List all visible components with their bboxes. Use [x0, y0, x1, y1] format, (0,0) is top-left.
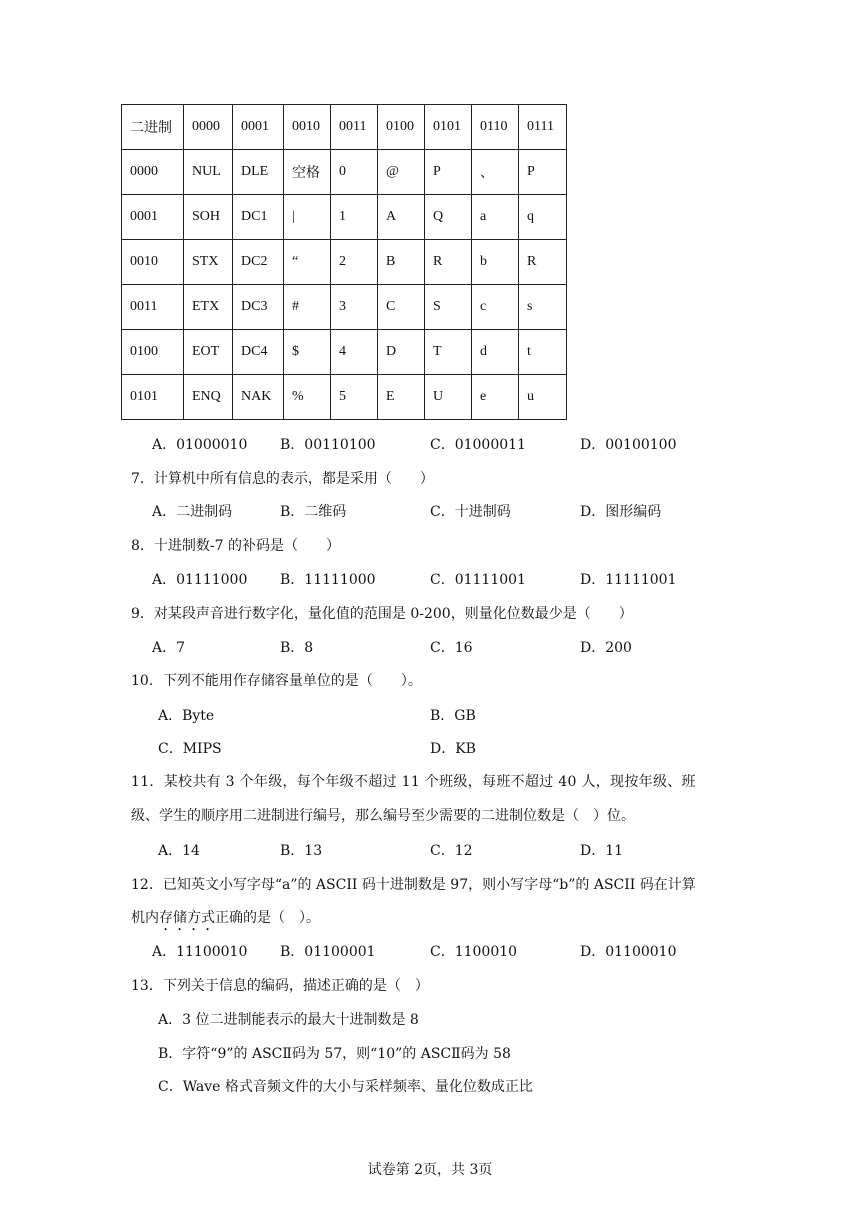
- q12-stem-post: 正确的是（ ）。: [215, 910, 320, 926]
- table-cell: 0000: [184, 105, 233, 150]
- q9-option-c: C．16: [430, 640, 473, 656]
- q7-option-c: C．十进制码: [430, 504, 511, 520]
- table-cell: DC1: [233, 195, 284, 240]
- q7-option-d: D．图形编码: [580, 504, 662, 520]
- table-cell: 0010: [284, 105, 331, 150]
- table-cell: 0001: [233, 105, 284, 150]
- q8-option-a: A．01111000: [152, 572, 248, 588]
- table-cell: u: [519, 375, 567, 420]
- q6-option-d: D．00100100: [580, 437, 677, 453]
- table-row: [122, 375, 567, 420]
- table-cell: DLE: [233, 150, 284, 195]
- table-cell: NAK: [233, 375, 284, 420]
- table-cell: t: [519, 330, 567, 375]
- q10-option-b: B．GB: [430, 708, 476, 724]
- table-cell: 空格: [284, 150, 331, 195]
- table-cell: s: [519, 285, 567, 330]
- table-cell: “: [284, 240, 331, 285]
- q13-option-a: A．3 位二进制能表示的最大十进制数是 8: [158, 1012, 419, 1028]
- table-cell: P: [425, 150, 472, 195]
- table-cell: d: [472, 330, 519, 375]
- table-cell: 2: [331, 240, 378, 285]
- table-cell: a: [472, 195, 519, 240]
- table-cell: 0101: [425, 105, 472, 150]
- table-cell: 0: [331, 150, 378, 195]
- table-cell: 、: [472, 150, 519, 195]
- table-cell: 0110: [472, 105, 519, 150]
- q6-option-a: A．01000010: [152, 437, 248, 453]
- table-row: [122, 195, 567, 240]
- table-row: [122, 150, 567, 195]
- table-cell: D: [378, 330, 425, 375]
- table-cell: DC3: [233, 285, 284, 330]
- table-cell: b: [472, 240, 519, 285]
- q12-stem-emphasis: 存储方式: [159, 910, 215, 926]
- table-cell: 1: [331, 195, 378, 240]
- table-row: [122, 330, 567, 375]
- q9-option-a: A．7: [152, 640, 186, 656]
- table-cell: U: [425, 375, 472, 420]
- ascii-table: [121, 104, 567, 420]
- table-cell: EOT: [184, 330, 233, 375]
- table-cell: NUL: [184, 150, 233, 195]
- q11-option-b: B．13: [280, 843, 323, 859]
- q8-option-c: C．01111001: [430, 572, 526, 588]
- table-cell: #: [284, 285, 331, 330]
- q12-stem-line2: [131, 907, 320, 934]
- q11-option-c: C．12: [430, 843, 473, 859]
- q12-option-c: C．1100010: [430, 944, 518, 960]
- page-footer: 试卷第 2页，共 3页: [367, 1162, 493, 1178]
- table-cell: Q: [425, 195, 472, 240]
- q10-option-a: A．Byte: [158, 708, 215, 724]
- table-cell: 3: [331, 285, 378, 330]
- q6-option-c: C．01000011: [430, 437, 526, 453]
- table-cell: $: [284, 330, 331, 375]
- table-cell: 0100: [378, 105, 425, 150]
- table-cell: ETX: [184, 285, 233, 330]
- table-cell: E: [378, 375, 425, 420]
- table-cell: A: [378, 195, 425, 240]
- table-cell: ENQ: [184, 375, 233, 420]
- table-header-row: [122, 105, 567, 150]
- table-row: [122, 240, 567, 285]
- table-cell: |: [284, 195, 331, 240]
- q7-option-b: B．二维码: [280, 504, 347, 520]
- q12-stem-line1: 12．已知英文小写字母“a”的 ASCII 码十进制数是 97，则小写字母“b”的 ASCII 码在计算: [131, 877, 696, 893]
- q11-option-a: A．14: [158, 843, 200, 859]
- table-cell: 0011: [122, 285, 184, 330]
- q8-option-d: D．11111001: [580, 572, 677, 588]
- table-cell: SOH: [184, 195, 233, 240]
- q8-option-b: B．11111000: [280, 572, 376, 588]
- q7-stem: 7．计算机中所有信息的表示，都是采用（ ）: [131, 471, 434, 487]
- q11-stem-line1: 11．某校共有 3 个年级，每个年级不超过 11 个班级，每班不超过 40 人，现按年级、班: [131, 774, 696, 790]
- table-cell: P: [519, 150, 567, 195]
- table-cell: c: [472, 285, 519, 330]
- table-cell: 0010: [122, 240, 184, 285]
- q9-option-d: D．200: [580, 640, 632, 656]
- table-cell: R: [425, 240, 472, 285]
- table-cell: DC4: [233, 330, 284, 375]
- table-cell: 0111: [519, 105, 567, 150]
- table-cell: T: [425, 330, 472, 375]
- table-cell: q: [519, 195, 567, 240]
- q10-option-d: D．KB: [430, 741, 476, 757]
- table-cell: STX: [184, 240, 233, 285]
- q11-stem-line2: 级、学生的顺序用二进制进行编号，那么编号至少需要的二进制位数是（ ）位。: [131, 808, 635, 824]
- table-cell: C: [378, 285, 425, 330]
- table-cell: %: [284, 375, 331, 420]
- q12-option-d: D．01100010: [580, 944, 677, 960]
- q13-stem: 13．下列关于信息的编码，描述正确的是（ ）: [131, 978, 429, 994]
- q10-option-c: C．MIPS: [158, 741, 222, 757]
- q6-option-b: B．00110100: [280, 437, 376, 453]
- table-cell: 0011: [331, 105, 378, 150]
- table-cell: S: [425, 285, 472, 330]
- q7-option-a: A．二进制码: [152, 504, 233, 520]
- table-cell: e: [472, 375, 519, 420]
- q10-stem: 10．下列不能用作存储容量单位的是（ ）。: [131, 673, 422, 689]
- table-cell: B: [378, 240, 425, 285]
- q8-stem: 8．十进制数-7 的补码是（ ）: [131, 538, 340, 554]
- q9-stem: 9．对某段声音进行数字化，量化值的范围是 0-200，则量化位数最少是（ ）: [131, 606, 633, 622]
- q13-option-b: B．字符“9”的 ASCⅡ码为 57，则“10”的 ASCⅡ码为 58: [158, 1046, 511, 1062]
- table-cell: DC2: [233, 240, 284, 285]
- table-cell: 0000: [122, 150, 184, 195]
- table-row: [122, 285, 567, 330]
- table-cell: 二进制: [122, 105, 184, 150]
- table-cell: R: [519, 240, 567, 285]
- q11-option-d: D．11: [580, 843, 624, 859]
- table-cell: 0101: [122, 375, 184, 420]
- table-cell: 0100: [122, 330, 184, 375]
- table-cell: @: [378, 150, 425, 195]
- table-cell: 0001: [122, 195, 184, 240]
- q12-option-b: B．01100001: [280, 944, 376, 960]
- q9-option-b: B．8: [280, 640, 314, 656]
- table-cell: 5: [331, 375, 378, 420]
- q12-option-a: A．11100010: [152, 944, 248, 960]
- q13-option-c: C．Wave 格式音频文件的大小与采样频率、量化位数成正比: [158, 1079, 533, 1095]
- q12-stem-pre: 机内: [131, 910, 159, 926]
- table-cell: 4: [331, 330, 378, 375]
